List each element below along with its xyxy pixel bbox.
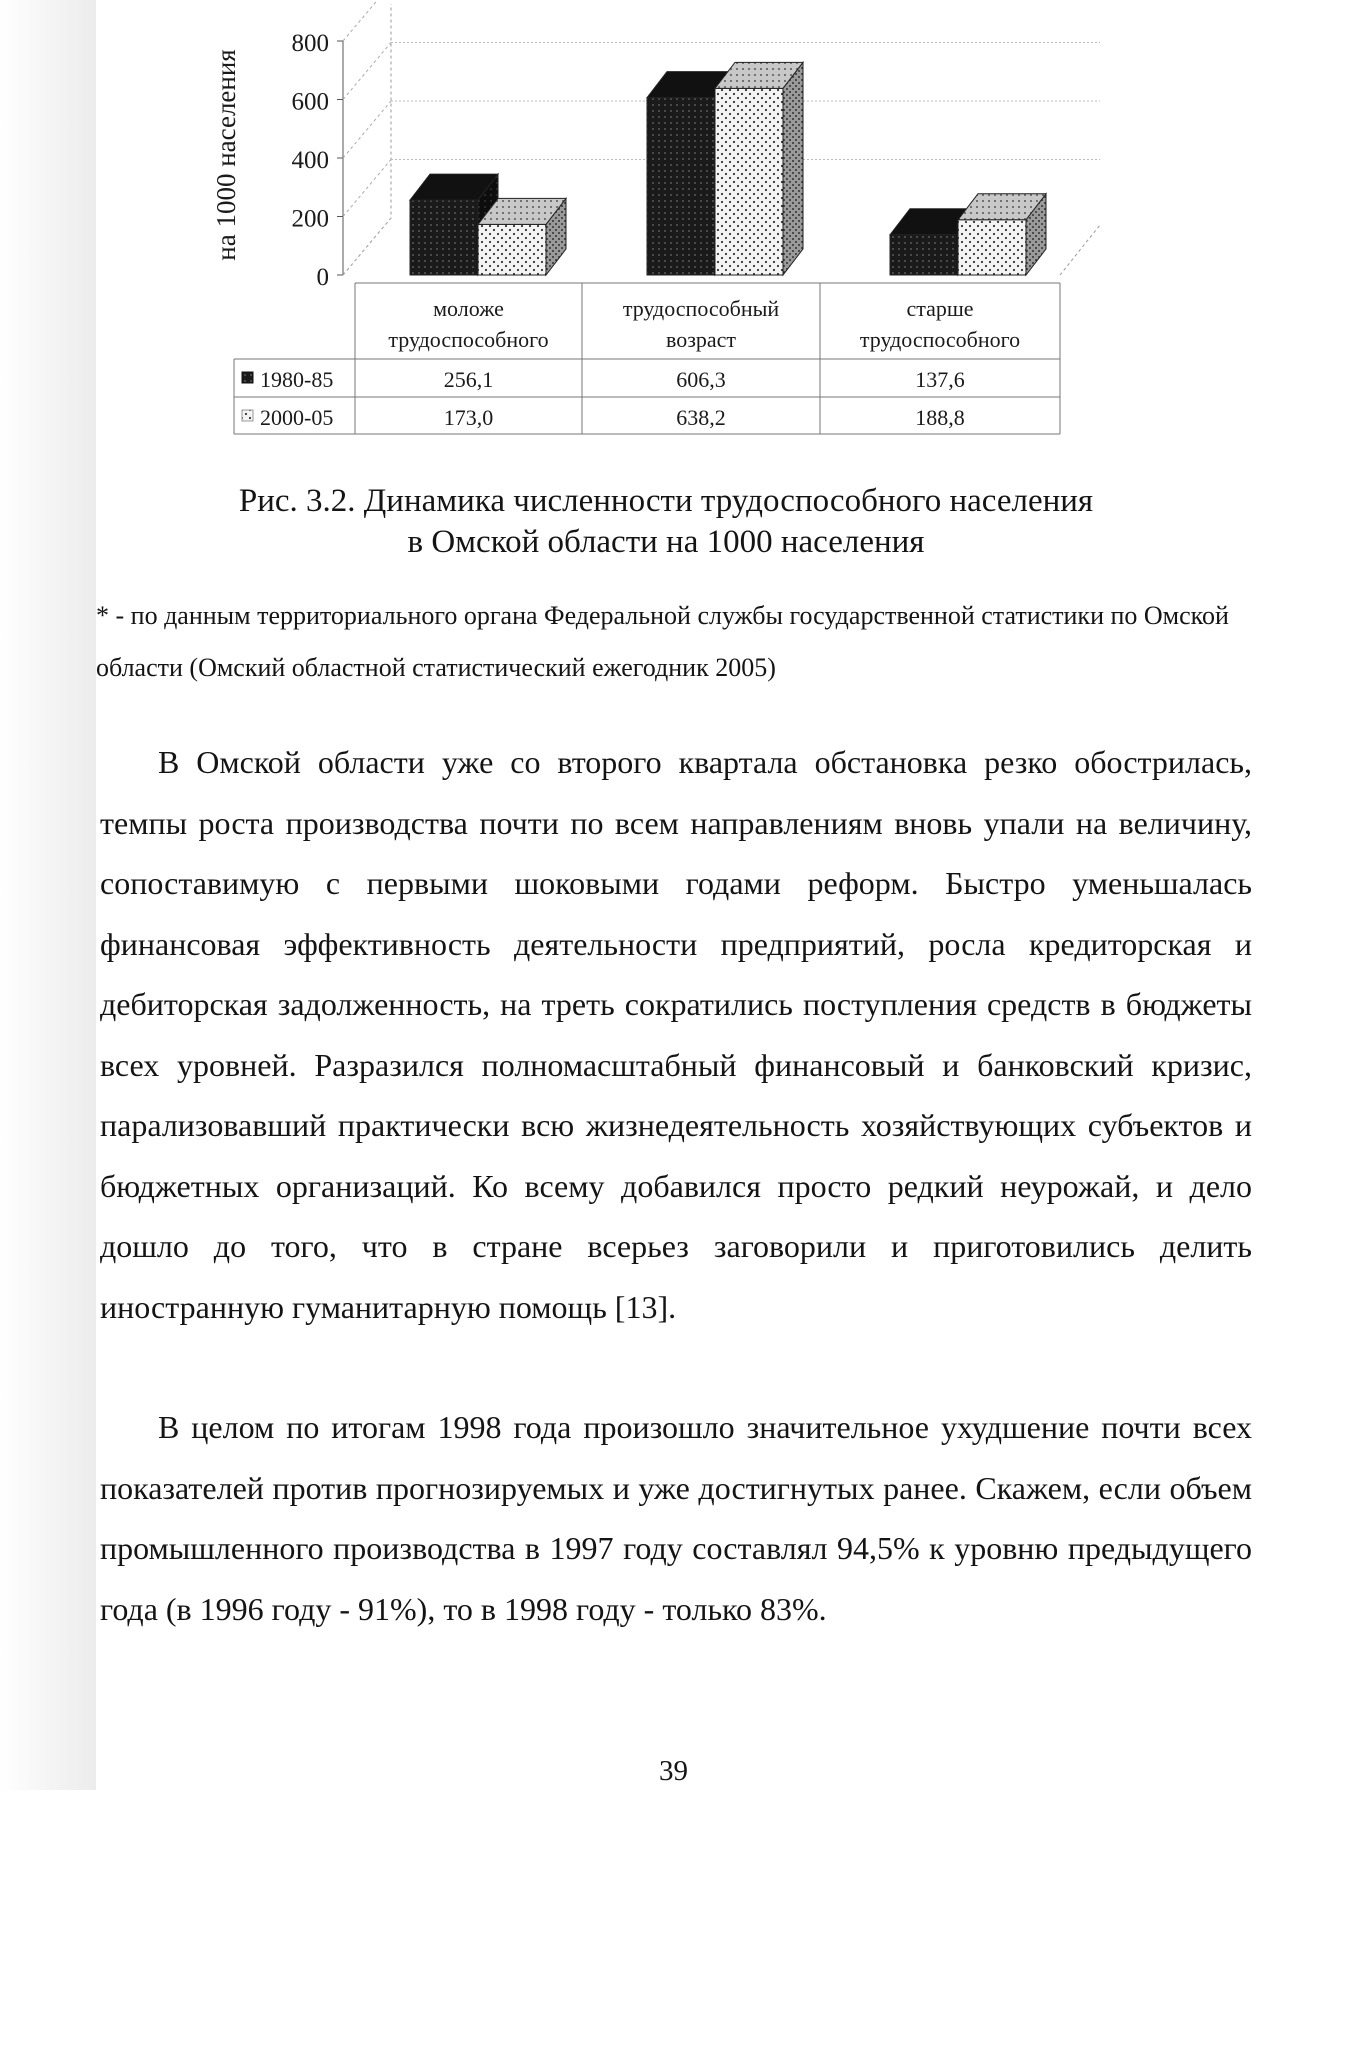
y-tick-label: 600 [291,88,329,116]
gridline-depth [343,101,391,158]
y-tick-label: 400 [291,147,329,174]
data-value-label: 256,1 [443,367,494,392]
figure-caption [96,481,1236,563]
scan-shadow [0,0,96,1790]
data-value-label: 606,3 [676,367,726,392]
caption-line-2: в Омской области на 1000 населения [407,524,925,560]
gridline-depth [343,43,391,100]
category-label: трудоспособного [859,327,1021,352]
category-label: моложе [433,296,504,321]
y-tick-label: 200 [291,205,329,233]
legend-swatch-1980-85 [242,372,253,383]
y-tick-label: 0 [316,264,329,291]
data-value-label: 173,0 [443,405,494,430]
category-label: возраст [665,327,737,352]
gridline-depth [343,218,391,275]
legend-label: 1980-85 [260,367,334,392]
category-label: трудоспособный [622,296,780,321]
legend-swatch-2000-05 [242,410,253,421]
data-value-label: 188,8 [915,405,965,430]
bar-1980-85 [890,235,958,275]
bar-2000-05 [478,224,546,275]
y-tick-label: 800 [291,30,329,57]
data-value-label: 137,6 [915,367,965,392]
body-paragraph-1: В Омской области уже со второго квартала обстановка резко обострилась, темпы роста производства почти по всем направлениям вновь упали на величину, сопоставимую с первыми шоковыми годами реформ. Быстро уменьшалась финансовая эффективность деятельности предприятий, росла кредиторская и дебиторская задолженность, на треть сократились поступления средств в бюджеты всех уровней. Разразился полномасштабный финансовый и банковский кризис, парализовавший практически всю жизнедеятельность хозяйствующих субъектов и бюджетных организаций. Ко всему добавился просто редкий неурожай, и дело дошло до того, что в стране всерьез заговорили и приготовились делить иностранную гуманитарную помощь [13]. [100,744,1252,1325]
axis-depth-line [343,4,391,275]
gridline-depth [343,160,391,217]
bar-1980-85 [410,200,478,275]
gridline-depth [343,0,391,41]
y-axis-title: на 1000 населения [211,49,241,261]
bar-chart [200,0,1120,445]
legend-label: 2000-05 [260,405,334,430]
page-number: 39 [659,1755,688,1787]
category-label: старше [906,296,974,321]
bar-2000-05 [958,220,1026,275]
data-value-label: 638,2 [676,405,726,430]
source-note: * - по данным территориального органа Федеральной службы государственной статистики по Омской области (Омский областной статистический ежегодник 2005) [96,601,1229,682]
category-label: трудоспособного [388,327,549,352]
bar-2000-05 [715,88,783,275]
caption-line-1: Рис. 3.2. Динамика численности трудоспособного населения [238,483,1094,519]
bar-1980-85 [647,98,715,275]
floor-edge [1060,225,1100,275]
body-paragraph-2: В целом по итогам 1998 года произошло значительное ухудшение почти всех показателей против прогнозируемых и уже достигнутых ранее. Скажем, если объем промышленного производства в 1997 году составлял 94,5% к уровню предыдущего года (в 1996 году - 91%), то в 1998 году - только 83%. [100,1409,1252,1627]
bar-side [783,62,803,275]
